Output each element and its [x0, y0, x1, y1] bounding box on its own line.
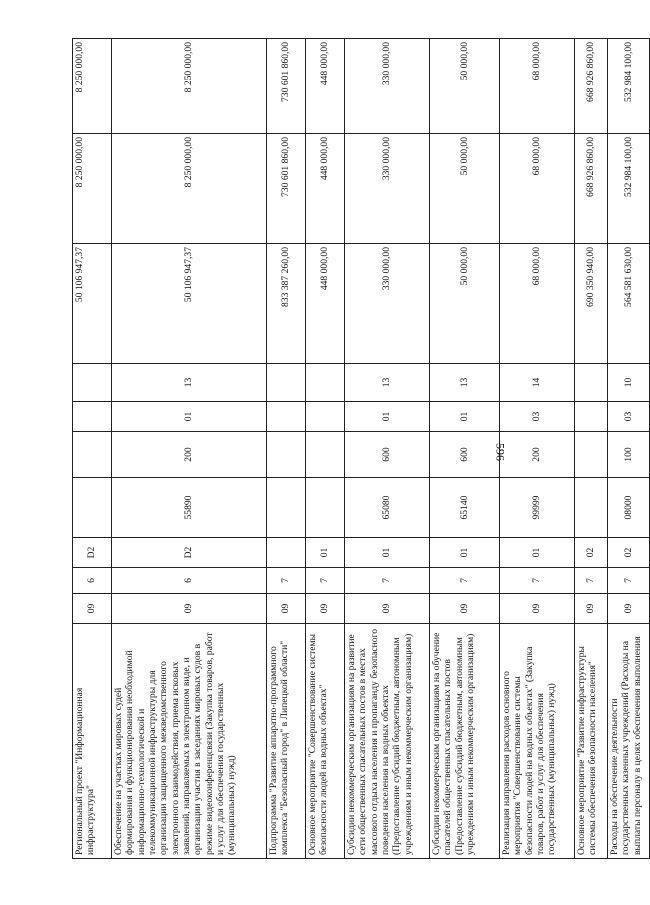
- code-cell: 600: [430, 432, 500, 478]
- code-cell: 7: [306, 568, 345, 594]
- amount-cell: 8 250 000,00: [112, 134, 267, 244]
- code-cell: 03: [500, 402, 575, 432]
- amount-cell: 50 106 947,37: [73, 244, 112, 364]
- code-cell: [267, 432, 306, 478]
- code-cell: 09: [608, 594, 650, 624]
- code-cell: [575, 364, 608, 402]
- table-row: [575, 39, 608, 859]
- row-name-cell: Региональный проект "Информационная инфраструктура": [73, 624, 112, 859]
- code-cell: 7: [575, 568, 608, 594]
- amount-cell: 448 000,00: [306, 134, 345, 244]
- code-cell: [306, 402, 345, 432]
- code-cell: 03: [608, 402, 650, 432]
- amount-cell: 8 250 000,00: [73, 134, 112, 244]
- code-cell: 08000: [608, 478, 650, 538]
- code-cell: [73, 402, 112, 432]
- code-cell: 99999: [500, 478, 575, 538]
- code-cell: 7: [608, 568, 650, 594]
- amount-cell: 448 000,00: [306, 39, 345, 134]
- code-cell: 65080: [345, 478, 430, 538]
- code-cell: 65140: [430, 478, 500, 538]
- code-cell: 13: [430, 364, 500, 402]
- code-cell: 200: [500, 432, 575, 478]
- table-row: [267, 39, 306, 859]
- table-row: [500, 39, 575, 859]
- row-name-cell: Основное мероприятие "Развитие инфраструктуры системы обеспечения безопасности населения": [575, 624, 608, 859]
- code-cell: 13: [345, 364, 430, 402]
- code-cell: 7: [267, 568, 306, 594]
- amount-cell: 833 387 260,00: [267, 244, 306, 364]
- code-cell: [575, 402, 608, 432]
- code-cell: [575, 432, 608, 478]
- code-cell: 10: [608, 364, 650, 402]
- amount-cell: 68 000,00: [500, 39, 575, 134]
- row-name-cell: Основное мероприятие "Совершенствование системы безопасности людей на водных объектах": [306, 624, 345, 859]
- amount-cell: 68 000,00: [500, 244, 575, 364]
- code-cell: 09: [306, 594, 345, 624]
- amount-cell: 50 106 947,37: [112, 244, 267, 364]
- table-row: [112, 39, 267, 859]
- code-cell: 01: [430, 402, 500, 432]
- code-cell: 7: [430, 568, 500, 594]
- code-cell: [306, 364, 345, 402]
- amount-cell: 730 601 860,00: [267, 134, 306, 244]
- code-cell: [267, 364, 306, 402]
- code-cell: [267, 402, 306, 432]
- code-cell: [267, 538, 306, 568]
- code-cell: 09: [430, 594, 500, 624]
- code-cell: 09: [500, 594, 575, 624]
- amount-cell: 50 000,00: [430, 244, 500, 364]
- amount-cell: 564 581 630,00: [608, 244, 650, 364]
- code-cell: 600: [345, 432, 430, 478]
- code-cell: 01: [306, 538, 345, 568]
- code-cell: 09: [267, 594, 306, 624]
- rotated-budget-table-page: [72, 39, 643, 859]
- amount-cell: 330 000,00: [345, 244, 430, 364]
- code-cell: [306, 478, 345, 538]
- row-name-cell: Расходы на обеспечение деятельности государственных казенных учреждений (Расходы на выплаты персоналу в целях обеспечения выполнения: [608, 624, 650, 859]
- code-cell: [267, 478, 306, 538]
- code-cell: 200: [112, 432, 267, 478]
- amount-cell: 532 984 100,00: [608, 39, 650, 134]
- code-cell: D2: [73, 538, 112, 568]
- code-cell: 13: [112, 364, 267, 402]
- code-cell: 14: [500, 364, 575, 402]
- code-cell: 01: [112, 402, 267, 432]
- code-cell: 7: [500, 568, 575, 594]
- code-cell: 7: [345, 568, 430, 594]
- amount-cell: 668 926 860,00: [575, 134, 608, 244]
- code-cell: 55890: [112, 478, 267, 538]
- amount-cell: 50 000,00: [430, 39, 500, 134]
- amount-cell: 690 350 940,00: [575, 244, 608, 364]
- amount-cell: 532 984 100,00: [608, 134, 650, 244]
- amount-cell: 8 250 000,00: [73, 39, 112, 134]
- row-name-cell: Обеспечение на участках мировых судей формирования и функционирования необходимой информационно-технологической и телекоммуникационной инфраструктуры для организации защищенного межведомственного электронного взаимодействия, приема исковых заявлений, направляемых в электронном виде, и организации участия в заседаниях мировых судов в режиме видеоконференцсвязи (Закупка товаров, работ и услуг для обеспечения государственных (муниципальных) нужд): [112, 624, 267, 859]
- code-cell: 01: [345, 538, 430, 568]
- code-cell: 09: [575, 594, 608, 624]
- code-cell: 09: [345, 594, 430, 624]
- row-name-cell: Субсидии некоммерческим организациям на обучение спасателей общественных спасательных постов (Предоставление субсидий бюджетным, автономным учреждениям и иным некоммерческим организациям): [430, 624, 500, 859]
- code-cell: 09: [73, 594, 112, 624]
- table-row: [608, 39, 650, 859]
- code-cell: 02: [575, 538, 608, 568]
- amount-cell: 730 601 860,00: [267, 39, 306, 134]
- amount-cell: 330 000,00: [345, 134, 430, 244]
- amount-cell: 330 000,00: [345, 39, 430, 134]
- code-cell: [575, 478, 608, 538]
- code-cell: 6: [73, 568, 112, 594]
- amount-cell: 50 000,00: [430, 134, 500, 244]
- amount-cell: 8 250 000,00: [112, 39, 267, 134]
- code-cell: 09: [112, 594, 267, 624]
- code-cell: 6: [112, 568, 267, 594]
- table-row: [306, 39, 345, 859]
- code-cell: 100: [608, 432, 650, 478]
- row-name-cell: Субсидии некоммерческим организациям на развитие сети общественных спасательных постов в местах массового отдыха населения и пропаганду безопасного поведения населения на водных объектах (Предоставление субсидий бюджетным, автономным учреждениям и иным некоммерческим организациям): [345, 624, 430, 859]
- code-cell: [73, 478, 112, 538]
- table-row: [430, 39, 500, 859]
- page-number: 596: [493, 443, 508, 461]
- code-cell: [73, 364, 112, 402]
- row-name-cell: Подпрограмма "Развитие аппаратно-программного комплекса "Безопасный город" в Липецкой области": [267, 624, 306, 859]
- amount-cell: 68 000,00: [500, 134, 575, 244]
- code-cell: 01: [500, 538, 575, 568]
- table-row: [345, 39, 430, 859]
- code-cell: D2: [112, 538, 267, 568]
- budget-table: [72, 38, 650, 859]
- amount-cell: 448 000,00: [306, 244, 345, 364]
- code-cell: 01: [430, 538, 500, 568]
- amount-cell: 668 926 860,00: [575, 39, 608, 134]
- code-cell: 02: [608, 538, 650, 568]
- row-name-cell: Реализация направления расходов основного мероприятия "Совершенствование системы безопасности людей на водных объектах" (Закупка товаров, работ и услуг для обеспечения государственных (муниципальных) нужд): [500, 624, 575, 859]
- table-row: [73, 39, 112, 859]
- code-cell: [306, 432, 345, 478]
- code-cell: 01: [345, 402, 430, 432]
- code-cell: [73, 432, 112, 478]
